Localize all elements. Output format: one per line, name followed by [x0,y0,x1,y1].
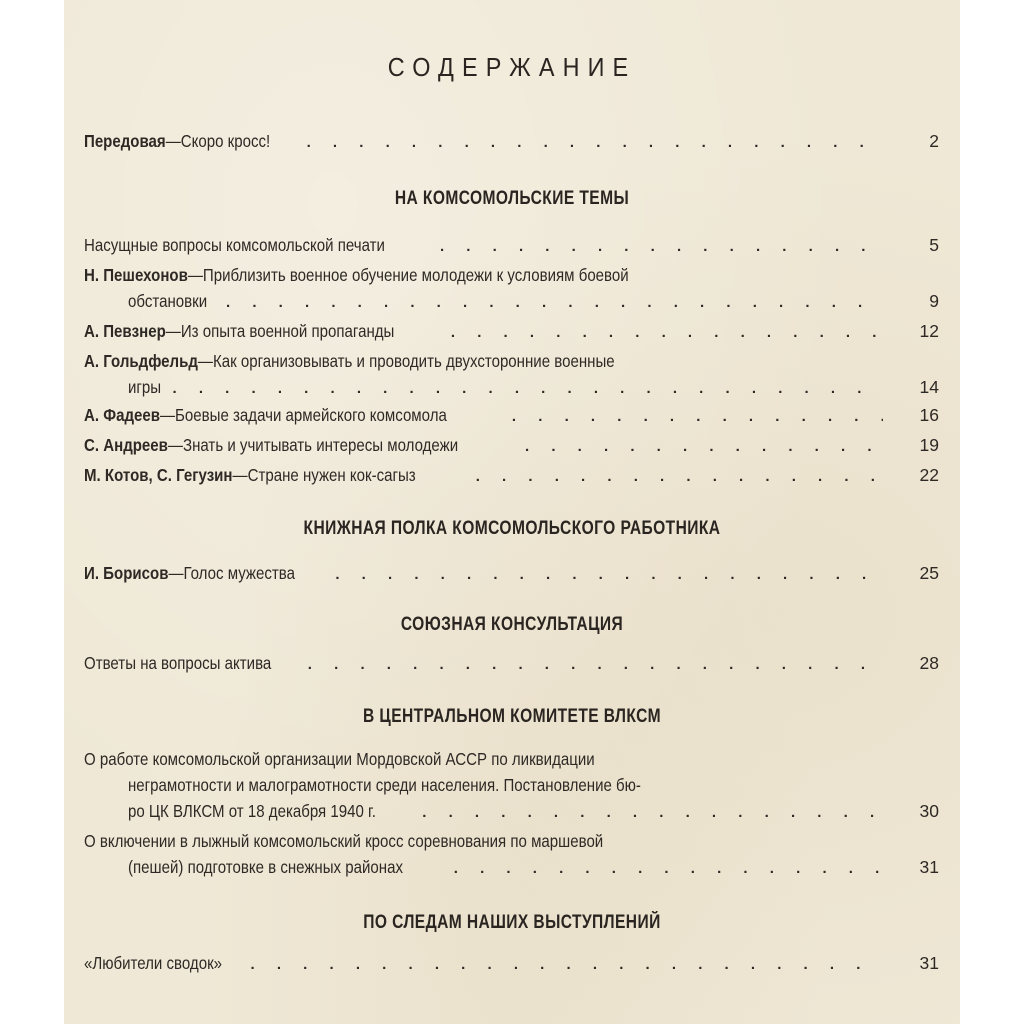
entry-title: Из опыта военной пропаганды [180,321,395,341]
entry-author: А. Гольдфельд [84,351,198,371]
entry-dash: — [168,563,184,583]
scanned-page [64,0,960,1024]
entry-title: Знать и учитывать интересы молодежи [182,435,459,455]
entry-title: Ответы на вопросы актива [84,653,272,673]
section-heading: В ЦЕНТРАЛЬНОМ КОМИТЕТЕ ВЛКСМ [363,706,661,727]
page-title: СОДЕРЖАНИЕ [387,52,637,82]
toc-entry[interactable] [84,650,939,678]
entry-dash: — [187,265,203,285]
section-heading: КНИЖНАЯ ПОЛКА КОМСОМОЛЬСКОГО РАБОТНИКА [303,518,721,539]
section-heading: СОЮЗНАЯ КОНСУЛЬТАЦИЯ [400,614,624,635]
entry-author: М. Котов, С. Гегузин [84,465,233,485]
dot-leader [454,856,883,882]
dot-leader [307,130,883,156]
toc-entry[interactable] [84,462,939,490]
entry-dash: — [167,435,183,455]
dot-leader [308,652,883,678]
entry-title: Как организовывать и проводить двухсторонние военные [212,351,615,371]
entry-author: А. Певзнер [84,321,166,341]
dot-leader [172,376,883,402]
entry-page-number: 22 [919,465,939,485]
dot-leader [440,234,883,260]
entry-title: Стране нужен кок-сагыз [247,465,416,485]
entry-page-number: 30 [919,801,939,821]
entry-page-number: 16 [919,405,939,425]
toc-entry[interactable] [84,560,939,588]
entry-title: Приблизить военное обучение молодежи к условиям боевой [202,265,629,285]
entry-author: С. Андреев [84,435,168,455]
entry-author: И. Борисов [84,563,169,583]
toc-entry[interactable] [84,318,939,346]
toc-entry[interactable] [84,262,939,316]
entry-page-number: 28 [919,653,939,673]
entry-page-number: 12 [919,321,939,341]
entry-title-continued: обстановки [128,291,208,311]
entry-dash: — [165,321,181,341]
entry-title: О включении в лыжный комсомольский кросс соревнования по маршевой [84,831,604,851]
entry-title: Насущные вопросы комсомольской печати [84,235,385,255]
section-heading: ПО СЛЕДАМ НАШИХ ВЫСТУПЛЕНИЙ [363,912,661,933]
entry-page-number: 9 [929,291,939,311]
dot-leader [251,952,884,978]
dot-leader [335,562,883,588]
toc-entry[interactable] [84,402,939,430]
toc-entry[interactable] [84,828,939,882]
entry-page-number: 19 [919,435,939,455]
entry-title-continued: неграмотности и малограмотности среди населения. Постановление бю- [128,775,641,795]
entry-title: О работе комсомольской организации Мордовской АССР по ликвидации [84,749,595,769]
entry-title-continued: игры [128,377,162,397]
dot-leader [226,290,883,316]
dot-leader [422,800,883,826]
section-heading: НА КОМСОМОЛЬСКИЕ ТЕМЫ [394,188,630,209]
entry-dash: — [197,351,213,371]
entry-author: Передовая [84,131,166,151]
entry-title-continued: ро ЦК ВЛКСМ от 18 декабря 1940 г. [128,801,376,821]
toc-entry[interactable] [84,232,939,260]
entry-page-number: 25 [919,563,939,583]
entry-page-number: 31 [919,953,939,973]
entry-page-number: 31 [919,857,939,877]
entry-dash: — [232,465,248,485]
entry-dash: — [165,131,181,151]
toc-entry[interactable] [84,432,939,460]
entry-page-number: 5 [929,235,939,255]
entry-author: А. Фадеев [84,405,161,425]
entry-page-number: 2 [929,131,939,151]
dot-leader [512,404,883,430]
entry-dash: — [160,405,176,425]
entry-title: Боевые задачи армейского комсомола [175,405,447,425]
dot-leader [476,464,883,490]
toc-entry-lead[interactable] [84,128,939,156]
toc-entry[interactable] [84,950,939,978]
entry-title: Скоро кросс! [180,131,271,151]
entry-title-continued: (пешей) подготовке в снежных районах [128,857,403,877]
toc-entry[interactable] [84,348,939,402]
entry-author: Н. Пешехонов [84,265,188,285]
dot-leader [451,320,883,346]
dot-leader [525,434,883,460]
entry-title: «Любители сводок» [84,953,223,973]
entry-page-number: 14 [919,377,939,397]
toc-entry[interactable] [84,746,939,826]
entry-title: Голос мужества [183,563,295,583]
